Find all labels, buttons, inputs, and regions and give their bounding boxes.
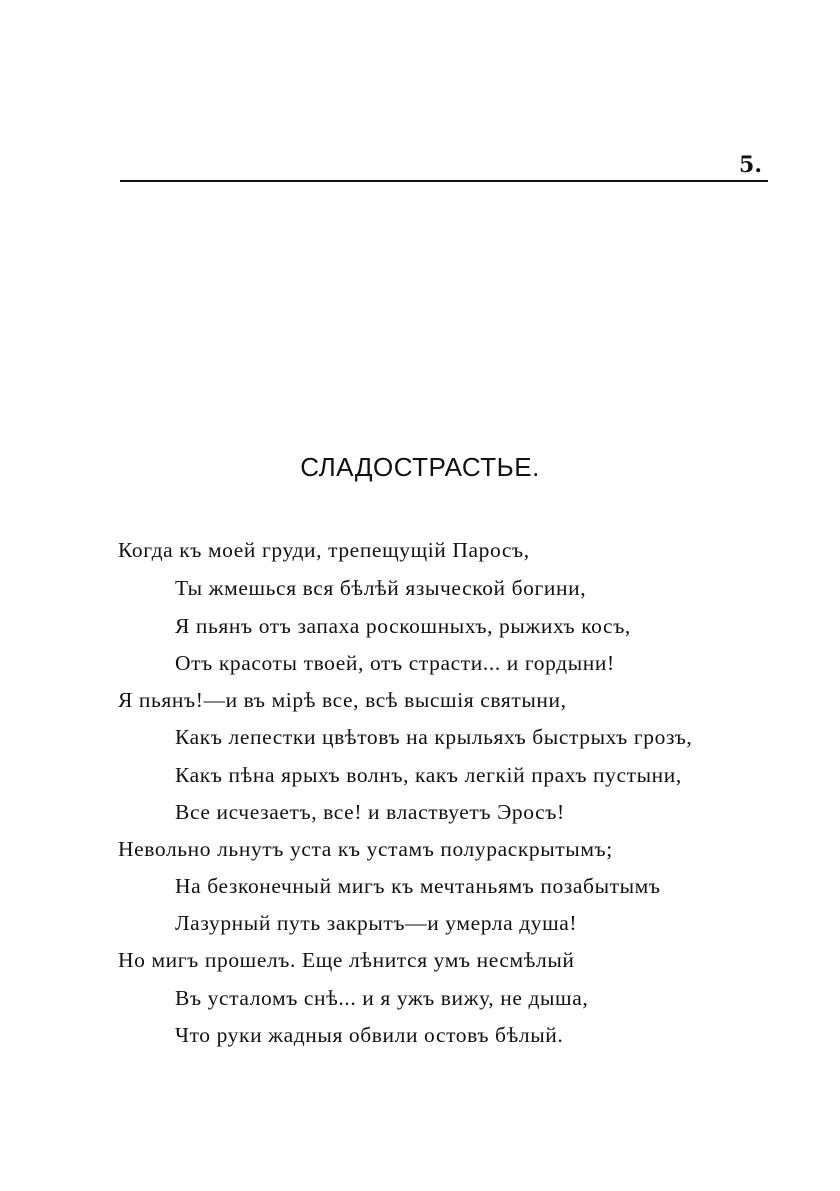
poem-line: Ты жмешься вся бѣлѣй языческой богини, xyxy=(175,576,587,600)
poem-line: Невольно льнутъ уста къ устамъ полураскрытымъ; xyxy=(118,837,613,861)
poem-line: На безконечный мигъ къ мечтаньямъ позабытымъ xyxy=(175,874,661,898)
poem-line: Я пьянъ отъ запаха роскошныхъ, рыжихъ косъ, xyxy=(175,614,631,638)
poem-line: Какъ лепестки цвѣтовъ на крыльяхъ быстрыхъ грозъ, xyxy=(175,725,693,749)
poem-line: Что руки жадныя обвили остовъ бѣлый. xyxy=(175,1023,564,1047)
poem-line: Но мигъ прошелъ. Еще лѣнится умъ несмѣлый xyxy=(118,948,575,972)
poem-line: Какъ пѣна ярыхъ волнъ, какъ легкій прахъ пустыни, xyxy=(175,763,682,787)
poem-line: Все исчезаетъ, все! и властвуетъ Эросъ! xyxy=(175,800,565,824)
poem-line: Я пьянъ!—и въ мірѣ все, всѣ высшія святыни, xyxy=(118,688,567,712)
poem-line: Отъ красоты твоей, отъ страсти... и гордыни! xyxy=(175,651,615,675)
poem-line: Лазурный путь закрытъ—и умерла душа! xyxy=(175,911,578,935)
poem-line: Когда къ моей груди, трепещущій Паросъ, xyxy=(118,538,530,562)
poem-title: СЛАДОСТРАСТЬЕ. xyxy=(300,452,540,482)
page-number: 5. xyxy=(739,152,762,178)
poem-line: Въ усталомъ снѣ... и я ужъ вижу, не дыша, xyxy=(175,986,589,1010)
header-rule xyxy=(120,180,768,182)
